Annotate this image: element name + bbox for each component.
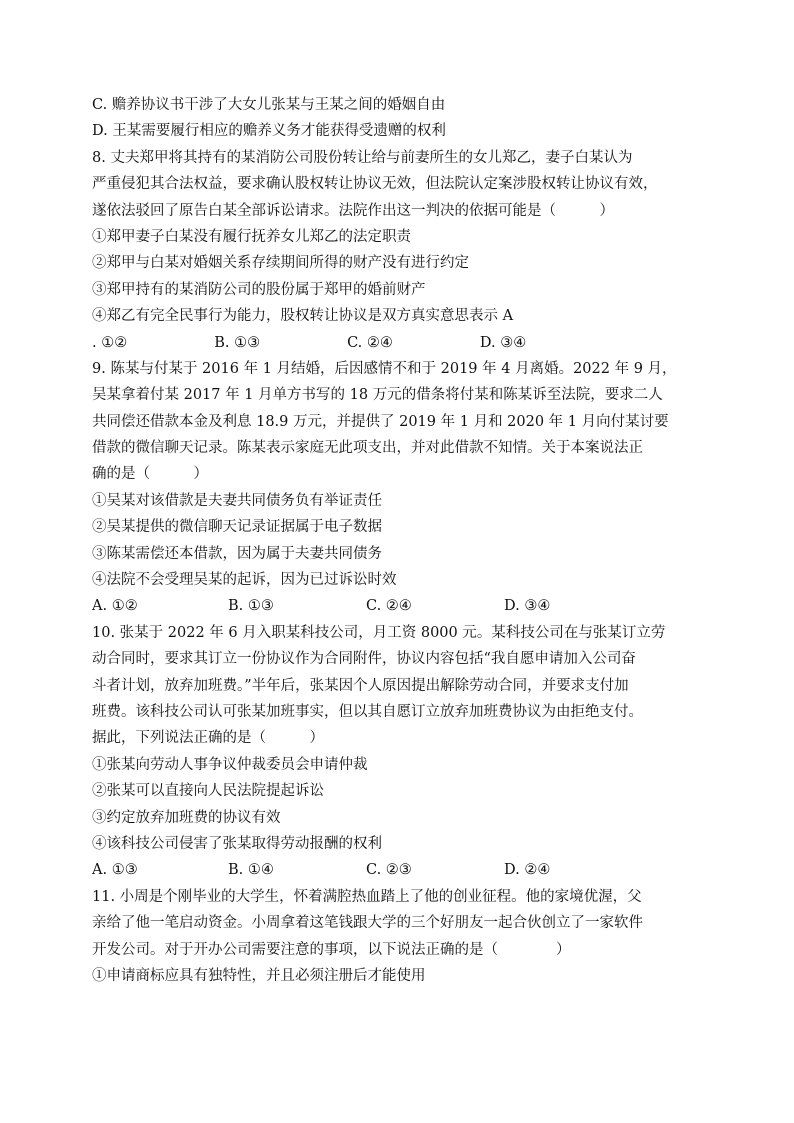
text-line: 吴某拿着付某 2017 年 1 月单方书写的 18 万元的借条将付某和陈某诉至法院，要求二人: [92, 387, 663, 404]
statement-item: ②郑甲与白某对婚姻关系存续期间所得的财产没有进行约定: [92, 255, 469, 272]
statement-item: ③约定放弃加班费的协议有效: [92, 809, 281, 826]
options-q9: [92, 593, 704, 619]
option-c: C. ②④: [366, 598, 412, 615]
options-line: . ①② B. ①③ C. ②④ D. ③④: [92, 334, 527, 351]
document-body: [92, 92, 704, 989]
question-8-stem: 8. 丈夫郑甲将其持有的某消防公司股份转让给与前妻所生的女儿郑乙，妻子白某认为: [92, 149, 633, 166]
text-line: 借款的微信聊天记录。陈某表示家庭无此项支出，并对此借款不知情。关于本案说法正: [92, 440, 643, 457]
statement-item: ④郑乙有完全民事行为能力，股权转让协议是双方真实意思表示 A: [92, 308, 514, 325]
statement-item: ④法院不会受理吴某的起诉，因为已过诉讼时效: [92, 572, 397, 589]
statement-item: ③陈某需偿还本借款，因为属于夫妻共同债务: [92, 545, 382, 562]
text-line: 班费。该科技公司认可张某加班事实，但以其自愿订立放弃加班费协议为由拒绝支付。: [92, 703, 643, 720]
statement-item: ①吴某对该借款是夫妻共同债务负有举证责任: [92, 492, 382, 509]
question-9-stem: 9. 陈某与付某于 2016 年 1 月结婚，后因感情不和于 2019 年 4 月离婚。2022 年 9 月，: [92, 360, 677, 377]
question-11-stem: 11. 小周是个刚毕业的大学生，怀着满腔热血踏上了他的创业征程。他的家境优渥，父: [92, 888, 642, 905]
option-a: A. ①②: [92, 598, 138, 615]
text-line: C. 赡养协议书干涉了大女儿张某与王某之间的婚姻自由: [92, 97, 446, 113]
option-a: A. ①③: [92, 862, 138, 879]
statement-item: ③郑甲持有的某消防公司的股份属于郑甲的婚前财产: [92, 281, 426, 298]
text-line: 斗者计划，放弃加班费。”半年后，张某因个人原因提出解除劳动合同，并要求支付加: [92, 677, 629, 694]
text-line: 确的是（ ）: [92, 466, 208, 483]
text-line: 遂依法驳回了原告白某全部诉讼请求。法院作出这一判决的依据可能是（ ）: [92, 202, 614, 219]
statement-item: ①张某向劳动人事争议仲裁委员会申请仲裁: [92, 756, 368, 773]
option-b: B. ①④: [228, 862, 274, 879]
statement-item: ①申请商标应具有独特性，并且必须注册后才能使用: [92, 967, 426, 984]
question-10-stem: 10. 张某于 2022 年 6 月入职某科技公司，月工资 8000 元。某科技公司在与张某订立劳: [92, 624, 666, 641]
statement-item: ④该科技公司侵害了张某取得劳动报酬的权利: [92, 835, 382, 852]
statement-item: ②吴某提供的微信聊天记录证据属于电子数据: [92, 519, 382, 536]
text-line: 据此，下列说法正确的是（ ）: [92, 730, 324, 747]
text-line: 严重侵犯其合法权益，要求确认股权转让协议无效，但法院认定案涉股权转让协议有效，: [92, 176, 658, 193]
statement-item: ②张某可以直接向人民法院提起诉讼: [92, 783, 324, 800]
option-b: B. ①③: [228, 598, 274, 615]
options-q10: [92, 857, 704, 883]
text-line: 动合同时，要求其订立一份协议作为合同附件，协议内容包括“我自愿申请加入公司奋: [92, 651, 636, 668]
option-c: C. ②③: [366, 862, 412, 879]
text-line: 亲给了他一笔启动资金。小周拿着这笔钱跟大学的三个好朋友一起合伙创立了一家软件: [92, 915, 643, 932]
statement-item: ①郑甲妻子白某没有履行抚养女儿郑乙的法定职责: [92, 228, 411, 245]
text-line: 共同偿还借款本金及利息 18.9 万元，并提供了 2019 年 1 月和 2020 年 1 月向付某讨要: [92, 413, 669, 430]
option-d: D. ②④: [504, 862, 551, 879]
text-line: 开发公司。对于开办公司需要注意的事项，以下说法正确的是（ ）: [92, 941, 571, 958]
option-d: D. ③④: [504, 598, 551, 615]
text-line: D. 王某需要履行相应的赡养义务才能获得受遗赠的权利: [92, 123, 446, 140]
